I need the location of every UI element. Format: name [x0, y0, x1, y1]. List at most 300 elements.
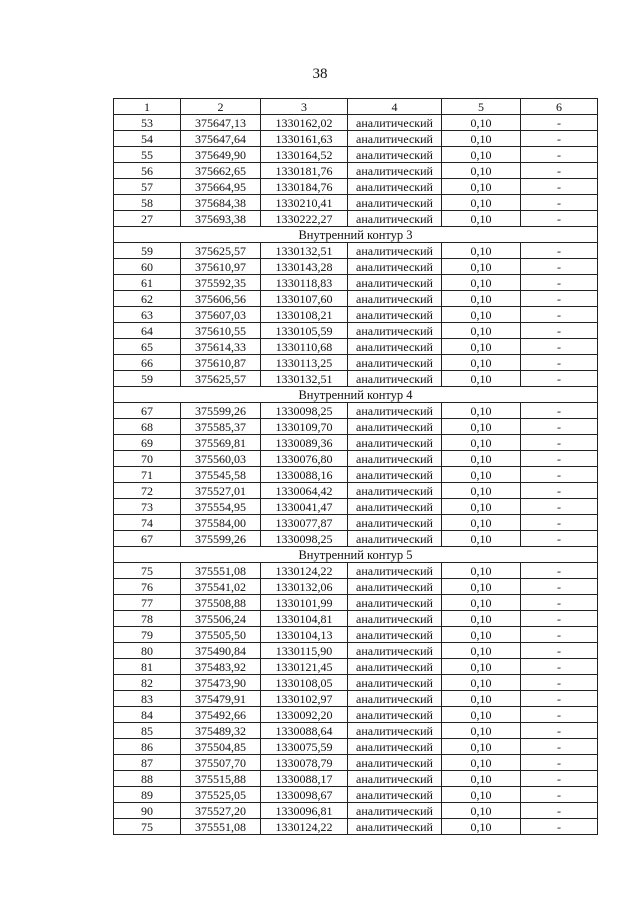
description-cell: -	[521, 659, 598, 675]
y-coordinate-cell: 1330088,16	[261, 467, 348, 483]
description-cell: -	[521, 499, 598, 515]
point-number-cell: 88	[114, 771, 181, 787]
table-row	[114, 771, 598, 787]
description-cell: -	[521, 611, 598, 627]
x-coordinate-cell: 375541,02	[181, 579, 261, 595]
accuracy-cell: 0,10	[442, 803, 521, 819]
accuracy-cell: 0,10	[442, 707, 521, 723]
accuracy-cell: 0,10	[442, 179, 521, 195]
table-row	[114, 307, 598, 323]
y-coordinate-cell: 1330077,87	[261, 515, 348, 531]
x-coordinate-cell: 375664,95	[181, 179, 261, 195]
accuracy-cell: 0,10	[442, 579, 521, 595]
table-row	[114, 803, 598, 819]
accuracy-cell: 0,10	[442, 739, 521, 755]
point-number-cell: 60	[114, 259, 181, 275]
accuracy-cell: 0,10	[442, 355, 521, 371]
accuracy-cell: 0,10	[442, 771, 521, 787]
y-coordinate-cell: 1330078,79	[261, 755, 348, 771]
method-cell: аналитический	[348, 675, 442, 691]
table-row	[114, 275, 598, 291]
table-row	[114, 675, 598, 691]
table-row	[114, 131, 598, 147]
point-number-cell: 27	[114, 211, 181, 227]
page-number: 38	[312, 66, 328, 82]
table-row	[114, 435, 598, 451]
accuracy-cell: 0,10	[442, 371, 521, 387]
section-row	[114, 547, 598, 563]
accuracy-cell: 0,10	[442, 307, 521, 323]
y-coordinate-cell: 1330132,06	[261, 579, 348, 595]
point-number-cell: 55	[114, 147, 181, 163]
accuracy-cell: 0,10	[442, 819, 521, 835]
y-coordinate-cell: 1330092,20	[261, 707, 348, 723]
y-coordinate-cell: 1330143,28	[261, 259, 348, 275]
y-coordinate-cell: 1330124,22	[261, 819, 348, 835]
y-coordinate-cell: 1330041,47	[261, 499, 348, 515]
y-coordinate-cell: 1330098,25	[261, 531, 348, 547]
description-cell: -	[521, 675, 598, 691]
point-number-cell: 74	[114, 515, 181, 531]
description-cell: -	[521, 403, 598, 419]
point-number-cell: 59	[114, 371, 181, 387]
point-number-cell: 66	[114, 355, 181, 371]
method-cell: аналитический	[348, 515, 442, 531]
coordinates-table	[113, 98, 598, 835]
point-number-cell: 78	[114, 611, 181, 627]
table-row	[114, 355, 598, 371]
point-number-cell: 69	[114, 435, 181, 451]
x-coordinate-cell: 375551,08	[181, 819, 261, 835]
accuracy-cell: 0,10	[442, 499, 521, 515]
accuracy-cell: 0,10	[442, 211, 521, 227]
point-number-cell: 54	[114, 131, 181, 147]
y-coordinate-cell: 1330108,05	[261, 675, 348, 691]
point-number-cell: 90	[114, 803, 181, 819]
x-coordinate-cell: 375649,90	[181, 147, 261, 163]
point-number-cell: 67	[114, 403, 181, 419]
y-coordinate-cell: 1330164,52	[261, 147, 348, 163]
column-header: 3	[261, 99, 348, 115]
description-cell: -	[521, 691, 598, 707]
accuracy-cell: 0,10	[442, 787, 521, 803]
y-coordinate-cell: 1330210,41	[261, 195, 348, 211]
method-cell: аналитический	[348, 579, 442, 595]
y-coordinate-cell: 1330088,64	[261, 723, 348, 739]
method-cell: аналитический	[348, 627, 442, 643]
y-coordinate-cell: 1330089,36	[261, 435, 348, 451]
y-coordinate-cell: 1330181,76	[261, 163, 348, 179]
table-row	[114, 291, 598, 307]
x-coordinate-cell: 375527,20	[181, 803, 261, 819]
point-number-cell: 82	[114, 675, 181, 691]
description-cell: -	[521, 243, 598, 259]
y-coordinate-cell: 1330184,76	[261, 179, 348, 195]
y-coordinate-cell: 1330064,42	[261, 483, 348, 499]
point-number-cell: 63	[114, 307, 181, 323]
description-cell: -	[521, 355, 598, 371]
method-cell: аналитический	[348, 291, 442, 307]
table-row	[114, 691, 598, 707]
point-number-cell: 59	[114, 243, 181, 259]
method-cell: аналитический	[348, 659, 442, 675]
description-cell: -	[521, 179, 598, 195]
table-row	[114, 147, 598, 163]
accuracy-cell: 0,10	[442, 627, 521, 643]
x-coordinate-cell: 375610,87	[181, 355, 261, 371]
accuracy-cell: 0,10	[442, 323, 521, 339]
description-cell: -	[521, 787, 598, 803]
table-row	[114, 467, 598, 483]
method-cell: аналитический	[348, 819, 442, 835]
method-cell: аналитический	[348, 355, 442, 371]
description-cell: -	[521, 339, 598, 355]
table-row	[114, 643, 598, 659]
method-cell: аналитический	[348, 643, 442, 659]
x-coordinate-cell: 375599,26	[181, 403, 261, 419]
accuracy-cell: 0,10	[442, 595, 521, 611]
method-cell: аналитический	[348, 339, 442, 355]
accuracy-cell: 0,10	[442, 131, 521, 147]
method-cell: аналитический	[348, 803, 442, 819]
point-number-cell: 85	[114, 723, 181, 739]
method-cell: аналитический	[348, 499, 442, 515]
method-cell: аналитический	[348, 131, 442, 147]
method-cell: аналитический	[348, 771, 442, 787]
y-coordinate-cell: 1330222,27	[261, 211, 348, 227]
table-header-row	[114, 99, 598, 115]
point-number-cell: 57	[114, 179, 181, 195]
point-number-cell: 89	[114, 787, 181, 803]
method-cell: аналитический	[348, 195, 442, 211]
description-cell: -	[521, 131, 598, 147]
x-coordinate-cell: 375569,81	[181, 435, 261, 451]
column-header: 5	[442, 99, 521, 115]
point-number-cell: 75	[114, 819, 181, 835]
x-coordinate-cell: 375684,38	[181, 195, 261, 211]
table-row	[114, 755, 598, 771]
table-row	[114, 611, 598, 627]
x-coordinate-cell: 375508,88	[181, 595, 261, 611]
point-number-cell: 53	[114, 115, 181, 131]
description-cell: -	[521, 707, 598, 723]
y-coordinate-cell: 1330098,25	[261, 403, 348, 419]
table-row	[114, 323, 598, 339]
description-cell: -	[521, 419, 598, 435]
description-cell: -	[521, 323, 598, 339]
point-number-cell: 73	[114, 499, 181, 515]
description-cell: -	[521, 147, 598, 163]
point-number-cell: 58	[114, 195, 181, 211]
method-cell: аналитический	[348, 483, 442, 499]
table-row	[114, 195, 598, 211]
x-coordinate-cell: 375505,50	[181, 627, 261, 643]
method-cell: аналитический	[348, 435, 442, 451]
section-title: Внутренний контур 4	[114, 387, 598, 403]
x-coordinate-cell: 375560,03	[181, 451, 261, 467]
method-cell: аналитический	[348, 755, 442, 771]
y-coordinate-cell: 1330161,63	[261, 131, 348, 147]
table-row	[114, 179, 598, 195]
description-cell: -	[521, 451, 598, 467]
y-coordinate-cell: 1330121,45	[261, 659, 348, 675]
section-row	[114, 387, 598, 403]
accuracy-cell: 0,10	[442, 643, 521, 659]
method-cell: аналитический	[348, 467, 442, 483]
table-row	[114, 403, 598, 419]
table-row	[114, 483, 598, 499]
point-number-cell: 81	[114, 659, 181, 675]
description-cell: -	[521, 563, 598, 579]
accuracy-cell: 0,10	[442, 467, 521, 483]
column-header: 2	[181, 99, 261, 115]
y-coordinate-cell: 1330102,97	[261, 691, 348, 707]
description-cell: -	[521, 579, 598, 595]
y-coordinate-cell: 1330076,80	[261, 451, 348, 467]
column-header: 6	[521, 99, 598, 115]
method-cell: аналитический	[348, 307, 442, 323]
accuracy-cell: 0,10	[442, 419, 521, 435]
table-row	[114, 723, 598, 739]
table-row	[114, 115, 598, 131]
description-cell: -	[521, 195, 598, 211]
y-coordinate-cell: 1330096,81	[261, 803, 348, 819]
table-row	[114, 339, 598, 355]
y-coordinate-cell: 1330104,13	[261, 627, 348, 643]
point-number-cell: 71	[114, 467, 181, 483]
y-coordinate-cell: 1330110,68	[261, 339, 348, 355]
point-number-cell: 86	[114, 739, 181, 755]
y-coordinate-cell: 1330108,21	[261, 307, 348, 323]
y-coordinate-cell: 1330113,25	[261, 355, 348, 371]
x-coordinate-cell: 375506,24	[181, 611, 261, 627]
description-cell: -	[521, 803, 598, 819]
accuracy-cell: 0,10	[442, 115, 521, 131]
y-coordinate-cell: 1330101,99	[261, 595, 348, 611]
y-coordinate-cell: 1330124,22	[261, 563, 348, 579]
accuracy-cell: 0,10	[442, 675, 521, 691]
x-coordinate-cell: 375525,05	[181, 787, 261, 803]
x-coordinate-cell: 375527,01	[181, 483, 261, 499]
description-cell: -	[521, 819, 598, 835]
description-cell: -	[521, 739, 598, 755]
accuracy-cell: 0,10	[442, 339, 521, 355]
accuracy-cell: 0,10	[442, 483, 521, 499]
point-number-cell: 68	[114, 419, 181, 435]
table-row	[114, 595, 598, 611]
description-cell: -	[521, 307, 598, 323]
x-coordinate-cell: 375489,32	[181, 723, 261, 739]
y-coordinate-cell: 1330115,90	[261, 643, 348, 659]
x-coordinate-cell: 375545,58	[181, 467, 261, 483]
x-coordinate-cell: 375507,70	[181, 755, 261, 771]
description-cell: -	[521, 259, 598, 275]
y-coordinate-cell: 1330098,67	[261, 787, 348, 803]
point-number-cell: 75	[114, 563, 181, 579]
method-cell: аналитический	[348, 707, 442, 723]
point-number-cell: 72	[114, 483, 181, 499]
table-row	[114, 451, 598, 467]
table-row	[114, 787, 598, 803]
point-number-cell: 87	[114, 755, 181, 771]
accuracy-cell: 0,10	[442, 515, 521, 531]
method-cell: аналитический	[348, 243, 442, 259]
description-cell: -	[521, 371, 598, 387]
table-row	[114, 739, 598, 755]
point-number-cell: 79	[114, 627, 181, 643]
accuracy-cell: 0,10	[442, 195, 521, 211]
y-coordinate-cell: 1330132,51	[261, 243, 348, 259]
method-cell: аналитический	[348, 531, 442, 547]
description-cell: -	[521, 627, 598, 643]
accuracy-cell: 0,10	[442, 563, 521, 579]
method-cell: аналитический	[348, 691, 442, 707]
table-row	[114, 243, 598, 259]
description-cell: -	[521, 515, 598, 531]
x-coordinate-cell: 375492,66	[181, 707, 261, 723]
x-coordinate-cell: 375625,57	[181, 243, 261, 259]
x-coordinate-cell: 375606,56	[181, 291, 261, 307]
x-coordinate-cell: 375483,92	[181, 659, 261, 675]
section-row	[114, 227, 598, 243]
description-cell: -	[521, 211, 598, 227]
description-cell: -	[521, 163, 598, 179]
x-coordinate-cell: 375490,84	[181, 643, 261, 659]
point-number-cell: 56	[114, 163, 181, 179]
table-row	[114, 659, 598, 675]
accuracy-cell: 0,10	[442, 435, 521, 451]
x-coordinate-cell: 375610,55	[181, 323, 261, 339]
description-cell: -	[521, 467, 598, 483]
method-cell: аналитический	[348, 787, 442, 803]
x-coordinate-cell: 375647,64	[181, 131, 261, 147]
description-cell: -	[521, 115, 598, 131]
accuracy-cell: 0,10	[442, 275, 521, 291]
y-coordinate-cell: 1330118,83	[261, 275, 348, 291]
x-coordinate-cell: 375610,97	[181, 259, 261, 275]
method-cell: аналитический	[348, 595, 442, 611]
method-cell: аналитический	[348, 611, 442, 627]
description-cell: -	[521, 291, 598, 307]
accuracy-cell: 0,10	[442, 659, 521, 675]
method-cell: аналитический	[348, 211, 442, 227]
point-number-cell: 65	[114, 339, 181, 355]
table-row	[114, 259, 598, 275]
method-cell: аналитический	[348, 371, 442, 387]
x-coordinate-cell: 375599,26	[181, 531, 261, 547]
accuracy-cell: 0,10	[442, 291, 521, 307]
method-cell: аналитический	[348, 723, 442, 739]
method-cell: аналитический	[348, 275, 442, 291]
column-header: 4	[348, 99, 442, 115]
point-number-cell: 62	[114, 291, 181, 307]
table-row	[114, 515, 598, 531]
accuracy-cell: 0,10	[442, 259, 521, 275]
description-cell: -	[521, 595, 598, 611]
y-coordinate-cell: 1330109,70	[261, 419, 348, 435]
x-coordinate-cell: 375473,90	[181, 675, 261, 691]
point-number-cell: 70	[114, 451, 181, 467]
description-cell: -	[521, 723, 598, 739]
table-row	[114, 371, 598, 387]
description-cell: -	[521, 755, 598, 771]
method-cell: аналитический	[348, 163, 442, 179]
column-header: 1	[114, 99, 181, 115]
accuracy-cell: 0,10	[442, 147, 521, 163]
table-row	[114, 531, 598, 547]
section-title: Внутренний контур 5	[114, 547, 598, 563]
table-row	[114, 819, 598, 835]
method-cell: аналитический	[348, 259, 442, 275]
y-coordinate-cell: 1330162,02	[261, 115, 348, 131]
accuracy-cell: 0,10	[442, 691, 521, 707]
accuracy-cell: 0,10	[442, 163, 521, 179]
description-cell: -	[521, 531, 598, 547]
accuracy-cell: 0,10	[442, 451, 521, 467]
method-cell: аналитический	[348, 179, 442, 195]
description-cell: -	[521, 275, 598, 291]
x-coordinate-cell: 375584,00	[181, 515, 261, 531]
method-cell: аналитический	[348, 419, 442, 435]
table-body	[114, 115, 598, 835]
accuracy-cell: 0,10	[442, 403, 521, 419]
point-number-cell: 83	[114, 691, 181, 707]
description-cell: -	[521, 771, 598, 787]
method-cell: аналитический	[348, 451, 442, 467]
x-coordinate-cell: 375614,33	[181, 339, 261, 355]
table-row	[114, 579, 598, 595]
description-cell: -	[521, 435, 598, 451]
table-row	[114, 419, 598, 435]
method-cell: аналитический	[348, 147, 442, 163]
y-coordinate-cell: 1330105,59	[261, 323, 348, 339]
accuracy-cell: 0,10	[442, 611, 521, 627]
method-cell: аналитический	[348, 403, 442, 419]
method-cell: аналитический	[348, 739, 442, 755]
accuracy-cell: 0,10	[442, 723, 521, 739]
y-coordinate-cell: 1330075,59	[261, 739, 348, 755]
accuracy-cell: 0,10	[442, 243, 521, 259]
x-coordinate-cell: 375607,03	[181, 307, 261, 323]
x-coordinate-cell: 375592,35	[181, 275, 261, 291]
method-cell: аналитический	[348, 563, 442, 579]
y-coordinate-cell: 1330132,51	[261, 371, 348, 387]
x-coordinate-cell: 375625,57	[181, 371, 261, 387]
y-coordinate-cell: 1330107,60	[261, 291, 348, 307]
y-coordinate-cell: 1330088,17	[261, 771, 348, 787]
accuracy-cell: 0,10	[442, 755, 521, 771]
description-cell: -	[521, 643, 598, 659]
x-coordinate-cell: 375693,38	[181, 211, 261, 227]
x-coordinate-cell: 375479,91	[181, 691, 261, 707]
method-cell: аналитический	[348, 115, 442, 131]
x-coordinate-cell: 375515,88	[181, 771, 261, 787]
x-coordinate-cell: 375647,13	[181, 115, 261, 131]
point-number-cell: 80	[114, 643, 181, 659]
table-row	[114, 627, 598, 643]
x-coordinate-cell: 375585,37	[181, 419, 261, 435]
x-coordinate-cell: 375551,08	[181, 563, 261, 579]
table-row	[114, 499, 598, 515]
x-coordinate-cell: 375554,95	[181, 499, 261, 515]
y-coordinate-cell: 1330104,81	[261, 611, 348, 627]
point-number-cell: 77	[114, 595, 181, 611]
x-coordinate-cell: 375662,65	[181, 163, 261, 179]
point-number-cell: 76	[114, 579, 181, 595]
table-row	[114, 163, 598, 179]
description-cell: -	[521, 483, 598, 499]
accuracy-cell: 0,10	[442, 531, 521, 547]
